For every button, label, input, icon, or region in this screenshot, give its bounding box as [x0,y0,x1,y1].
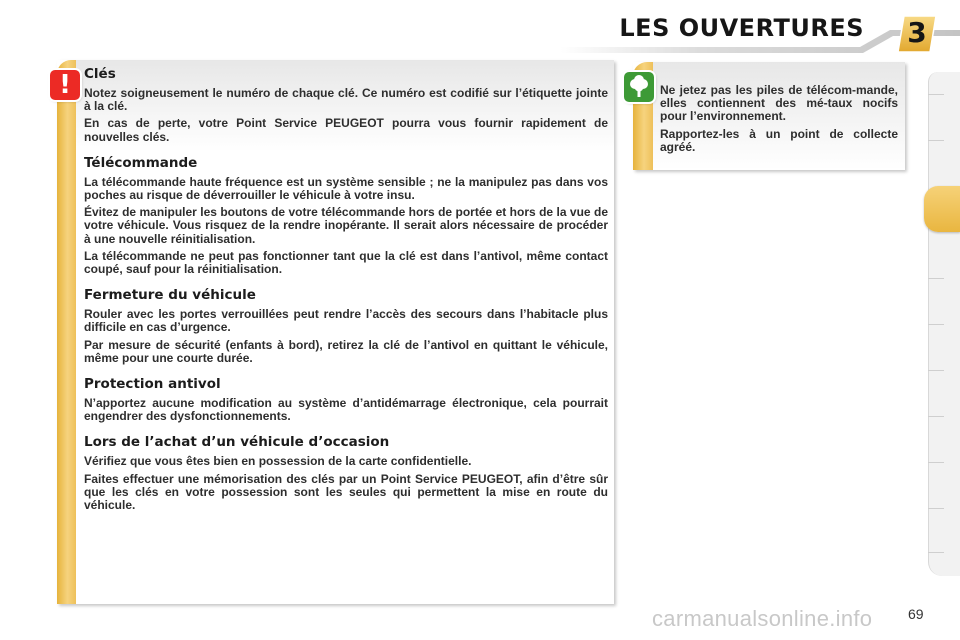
section-title: Lors de l’achat d’un véhicule d’occasion [84,434,390,451]
section-paragraph: Évitez de manipuler les boutons de votre télécommande hors de portée et hors de la vue de votre véhicule. Vous risquez de la rendre inopérante. Il serait alors nécessaire de procéder à une nouvelle réinitialisation. [84,205,608,246]
section-telecommande [84,155,608,276]
chapter-tab-divider [928,462,944,463]
section-paragraph: Vérifiez que vous êtes bien en possession de la carte confidentielle. [84,454,472,469]
watermark: carmanualsonline.info [652,606,873,631]
tree-eco-icon [624,72,654,102]
chapter-tab-divider [928,508,944,509]
chapter-number: 3 [907,16,927,49]
tree-eco-glyph [627,75,651,99]
section-cles [84,66,608,144]
chapter-tab-divider [928,324,944,325]
section-paragraph: Faites effectuer une mémorisation des clés par un Point Service PEUGEOT, afin d’être sûr que les clés en votre possession sont les seules qui permettent la mise en route du véhicule. [84,471,608,513]
section-title: Protection antivol [84,376,221,393]
section-title: Télécommande [84,154,198,171]
eco-text [660,84,898,158]
section-paragraph: La télécommande haute fréquence est un système sensible ; ne la manipulez pas dans vos poches au risque de déverrouiller le véhicule à votre insu. [84,174,608,203]
main-content [84,66,608,516]
eco-paragraph: Ne jetez pas les piles de télécom-mande, elles contiennent des mé-taux nocifs pour l’environnement. [660,83,898,124]
page-number: 69 [908,606,924,622]
chapter-tab-divider [928,278,944,279]
eco-paragraph: Rapportez-les à un point de collecte agréé. [660,126,898,154]
chapter-tab-divider [928,552,944,553]
section-paragraph: La télécommande ne peut pas fonctionner tant que la clé est dans l’antivol, même contact coupé, sauf pour la réinitialisation. [84,248,608,277]
section-occasion [84,434,608,512]
page-title: LES OUVERTURES [619,14,864,42]
section-protection-antivol [84,376,608,423]
section-paragraph: Notez soigneusement le numéro de chaque clé. Ce numéro est codifié sur l’étiquette jointe à la clé. [84,86,608,114]
chapter-tab-divider [928,370,944,371]
chapter-tab-active[interactable] [924,186,960,232]
panel-edge-bar [57,60,76,604]
section-paragraph: En cas de perte, votre Point Service PEUGEOT pourra vous fournir rapidement de nouvelles clés. [84,116,608,144]
section-paragraph: Rouler avec les portes verrouillées peut rendre l’accès des secours dans l’habitacle plus difficile en cas d’urgence. [84,307,608,335]
chapter-tab-divider [928,94,944,95]
section-title: Fermeture du véhicule [84,287,256,304]
chapter-tab-divider [928,416,944,417]
exclamation-warning-icon: ! [50,70,80,100]
section-fermeture [84,287,608,365]
section-title: Clés [84,66,116,82]
section-paragraph: Par mesure de sécurité (enfants à bord), retirez la clé de l’antivol en quittant le véhicule, même pour une courte durée. [84,337,608,365]
section-paragraph: N’apportez aucune modification au système d’antidémarrage électronique, cela pourrait engendrer des dysfonctionnements. [84,396,608,424]
chapter-tab-divider [928,140,944,141]
